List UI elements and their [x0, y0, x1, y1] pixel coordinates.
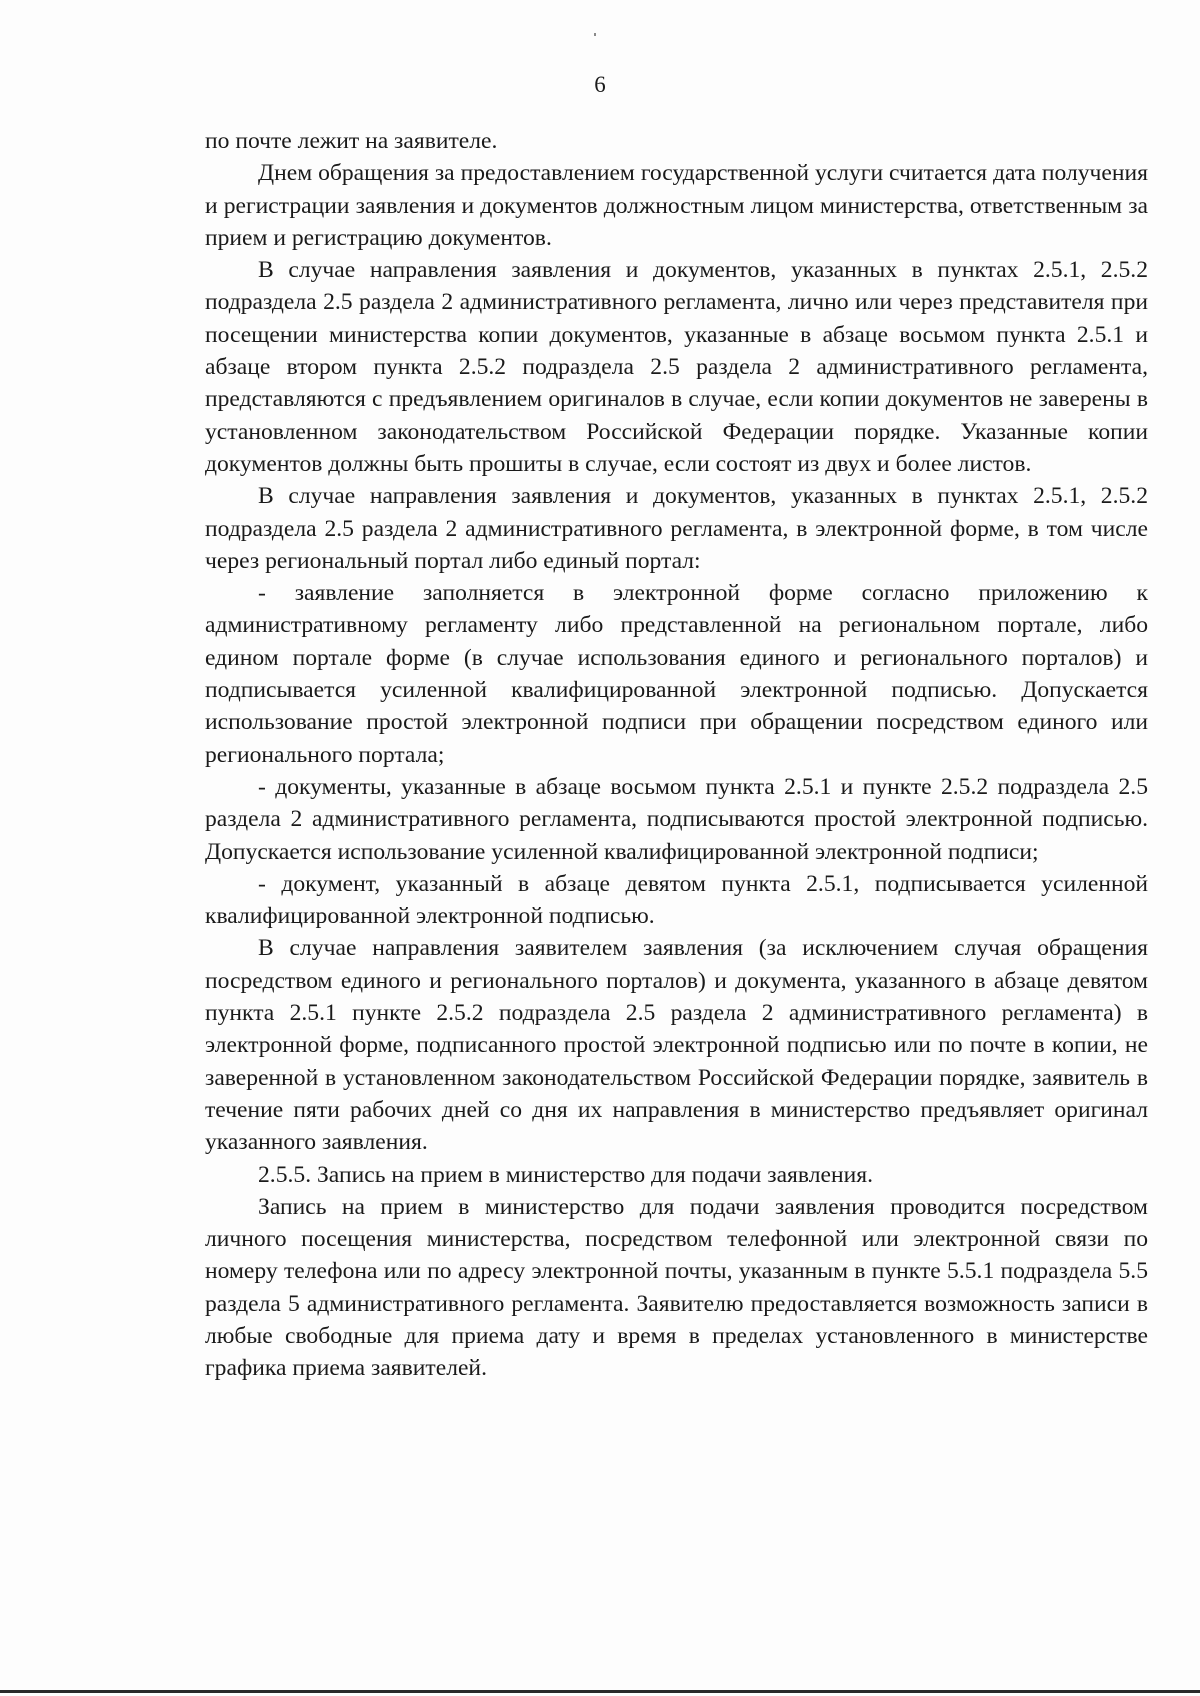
- paragraph-application-date: Днем обращения за предоставлением государственной услуги считается дата получения и регистрации заявления и документов должностным лицом министерства, ответственным за прием и регистрацию документов.: [205, 160, 1148, 251]
- paragraph-original-submission: В случае направления заявителем заявления (за исключением случая обращения посредством единого и регионального порталов) и документа, указанного в абзаце девятом пункта 2.5.1 пункте 2.5.2 подраздела 2.5 раздела 2 административного регламента) в электронной форме, подписанного простой электронной подписью или по почте в копии, не заверенной в установленном законодательством Российской Федерации порядке, заявитель в течение пяти рабочих дней со дня их направления в министерство предъявляет оригинал указанного заявления.: [205, 935, 1148, 1156]
- section-heading-2-5-5: 2.5.5. Запись на прием в министерство для подачи заявления.: [258, 1161, 873, 1188]
- paragraph-appointment: Запись на прием в министерство для подачи заявления проводится посредством личного посещения министерства, посредством телефонной или электронной связи по номеру телефона или по адресу электронной почты, указанным в пункте 5.5.1 подраздела 5.5 раздела 5 административного регламента. Заявителю предоставляется возможность записи в любые свободные для приема дату и время в пределах установленного в министерстве графика приема заявителей.: [205, 1193, 1148, 1382]
- document-body: [205, 125, 1148, 1385]
- paragraph-in-person-submission: В случае направления заявления и документов, указанных в пунктах 2.5.1, 2.5.2 подраздела 2.5 раздела 2 административного регламента, лично или через представителя при посещении министерства копии документов, указанные в абзаце восьмом пункта 2.5.1 и абзаце втором пункта 2.5.2 подраздела 2.5 раздела 2 административного регламента, представляются с предъявлением оригиналов в случае, если копии документов не заверены в установленном законодательством Российской Федерации порядке. Указанные копии документов должны быть прошиты в случае, если состоят из двух и более листов.: [205, 257, 1148, 477]
- page-number: 6: [594, 72, 606, 97]
- paragraph-electronic-submission: В случае направления заявления и документов, указанных в пунктах 2.5.1, 2.5.2 подраздела 2.5 раздела 2 административного регламента, в электронной форме, в том числе через региональный портал либо единый портал:: [205, 483, 1148, 574]
- paragraph-continuation: по почте лежит на заявителе.: [205, 128, 498, 154]
- list-item-document-signature: - документ, указанный в абзаце девятом пункта 2.5.1, подписывается усиленной квалифицированной электронной подписью.: [205, 870, 1148, 930]
- scan-artifact: [594, 33, 596, 36]
- list-item-documents-signature: - документы, указанные в абзаце восьмом пункта 2.5.1 и пункте 2.5.2 подраздела 2.5 раздела 2 административного регламента, подписываются простой электронной подписью. Допускается использование усиленной квалифицированной электронной подписи;: [205, 773, 1148, 865]
- list-item-application-form: - заявление заполняется в электронной форме согласно приложению к административному регламенту либо представленной на региональном портале, либо едином портале форме (в случае использования единого и регионального порталов) и подписывается усиленной квалифицированной электронной подписью. Допускается использование простой электронной подписи при обращении посредством единого или регионального портала;: [205, 580, 1148, 768]
- scan-bottom-edge: [0, 1690, 1200, 1693]
